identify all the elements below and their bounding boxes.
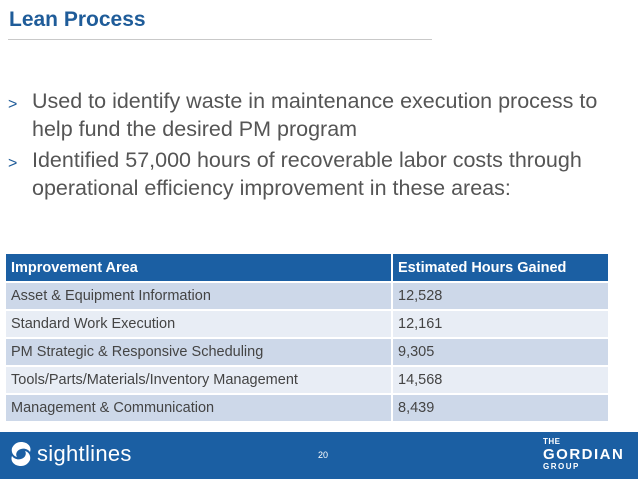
bullet-marker-icon: > xyxy=(8,96,18,113)
hours-gained-cell: 12,161 xyxy=(392,310,609,338)
logo-group-text: GROUP xyxy=(543,462,580,471)
improvement-area-cell: Asset & Equipment Information xyxy=(6,282,392,310)
bullet-item xyxy=(8,87,608,143)
improvement-area-cell: PM Strategic & Responsive Scheduling xyxy=(6,338,392,366)
sightlines-logo xyxy=(8,440,132,468)
hours-gained-cell: 14,568 xyxy=(392,366,609,394)
improvement-area-cell: Management & Communication xyxy=(6,394,392,422)
table-header-row xyxy=(6,254,609,282)
footer-bar xyxy=(0,432,638,479)
gordian-group-logo xyxy=(543,438,624,471)
column-header-estimated-hours: Estimated Hours Gained xyxy=(392,254,609,282)
title-divider xyxy=(8,39,432,40)
table-row xyxy=(6,310,609,338)
slide-title: Lean Process xyxy=(9,8,146,31)
bullet-marker-icon: > xyxy=(8,155,18,172)
bullet-item xyxy=(8,146,608,202)
table-row xyxy=(6,366,609,394)
page-number: 20 xyxy=(318,450,329,460)
bullet-text: Identified 57,000 hours of recoverable labor costs through operational efficiency improvement in these areas: xyxy=(32,148,582,200)
improvement-area-cell: Tools/Parts/Materials/Inventory Management xyxy=(6,366,392,394)
table-row xyxy=(6,338,609,366)
logo-gordian-text: GORDIAN xyxy=(543,446,625,463)
bullet-text: Used to identify waste in maintenance execution process to help fund the desired PM program xyxy=(32,89,598,141)
hours-gained-cell: 8,439 xyxy=(392,394,609,422)
column-header-improvement-area: Improvement Area xyxy=(6,254,392,282)
hours-gained-cell: 9,305 xyxy=(392,338,609,366)
sightlines-wordmark: sightlines xyxy=(37,441,132,466)
hours-gained-cell: 12,528 xyxy=(392,282,609,310)
bullet-list xyxy=(8,87,608,205)
improvement-area-cell: Standard Work Execution xyxy=(6,310,392,338)
table-row xyxy=(6,282,609,310)
logo-the-text: THE xyxy=(543,437,561,446)
improvement-table xyxy=(6,254,610,423)
sightlines-swirl-icon xyxy=(8,440,34,468)
table-row xyxy=(6,394,609,422)
